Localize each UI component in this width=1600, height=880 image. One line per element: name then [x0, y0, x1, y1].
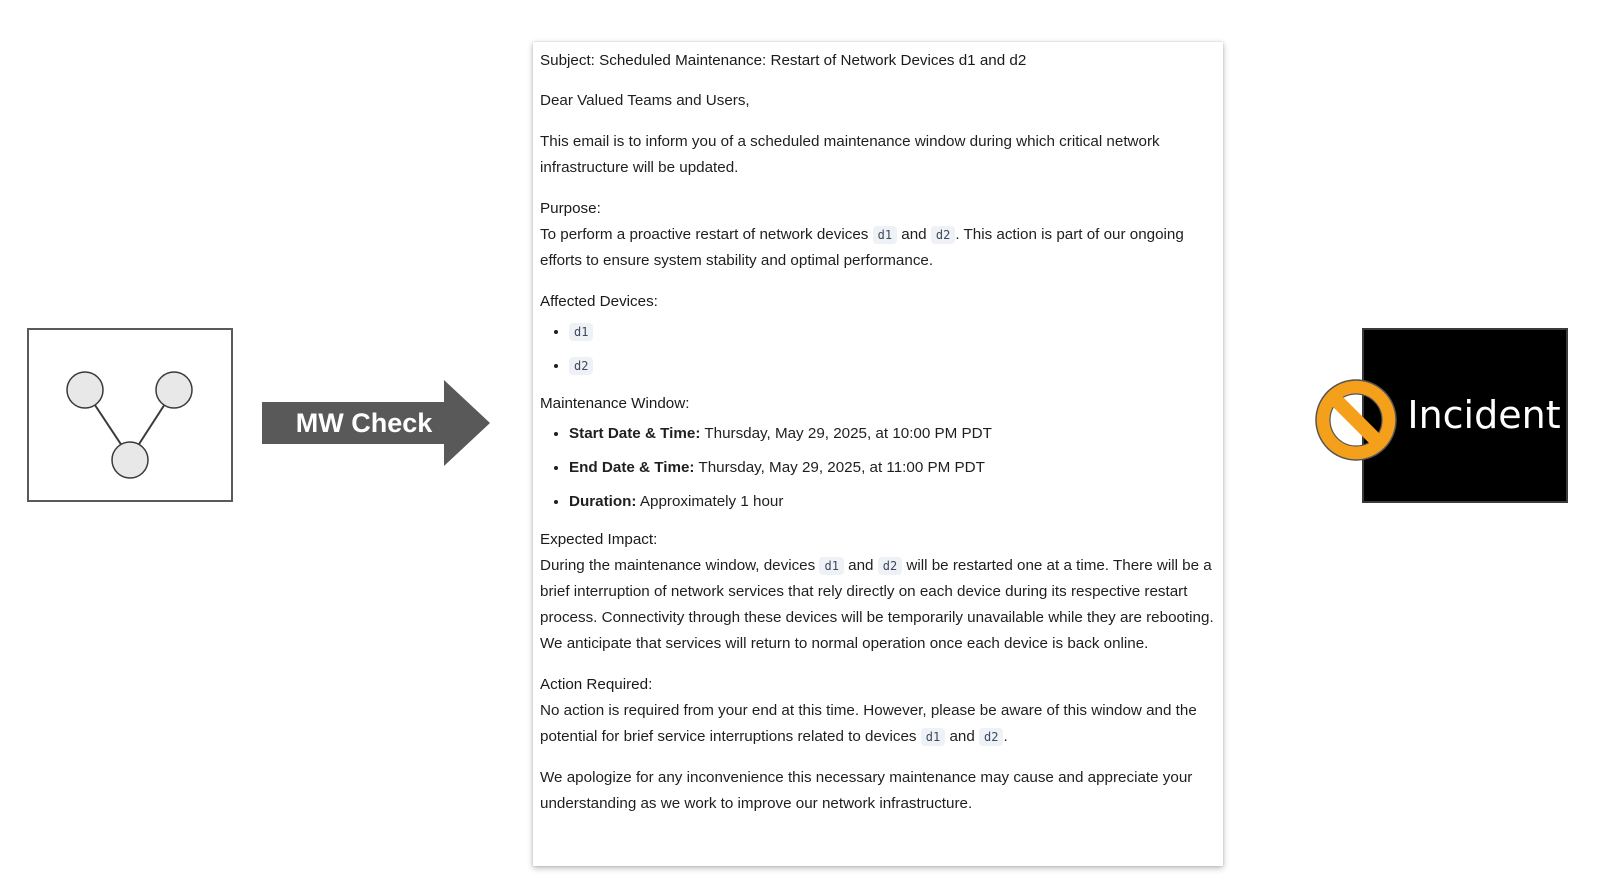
device-code: d1: [873, 226, 897, 244]
action-text-c: .: [1003, 728, 1008, 745]
affected-heading: Affected Devices:: [540, 293, 658, 310]
email-closing: We apologize for any inconvenience this necessary maintenance may cause and appreciate your understanding as we work to improve our network infrastructure.: [540, 769, 1193, 812]
window-list: [540, 421, 1217, 515]
list-item: [569, 489, 1217, 515]
device-code: d1: [921, 728, 945, 746]
impact-text-b: and: [848, 557, 874, 574]
list-item: [569, 455, 1217, 481]
email-subject: Subject: Scheduled Maintenance: Restart of Network Devices d1 and d2: [540, 52, 1027, 69]
duration-label: Duration:: [569, 493, 637, 510]
network-graph-box: [27, 328, 233, 502]
start-label: Start Date & Time:: [569, 425, 701, 442]
graph-node-bottom: [112, 442, 148, 478]
action-heading: Action Required:: [540, 676, 653, 693]
start-value: Thursday, May 29, 2025, at 10:00 PM PDT: [704, 425, 992, 442]
purpose-section: [540, 196, 1217, 274]
action-text-b: and: [949, 728, 975, 745]
action-text-a: No action is required from your end at this time. However, please be aware of this window and the potential for brief service interruptions related to devices: [540, 702, 1197, 745]
window-section: [540, 391, 1217, 515]
impact-text-c: will be restarted one at a time. There will be a brief interruption of network services that rely directly on each device during its respective restart process. Connectivity through these devices will be temporarily unavailable while they are rebooting. We anticipate that services will return to normal operation once each device is back online.: [540, 557, 1214, 652]
duration-value: Approximately 1 hour: [639, 493, 784, 510]
purpose-text-c: . This action is part of our ongoing efforts to ensure system stability and optimal performance.: [540, 226, 1184, 269]
device-code: d2: [878, 557, 902, 575]
purpose-text-b: and: [901, 226, 927, 243]
device-code: d1: [819, 557, 843, 575]
device-code: d2: [931, 226, 955, 244]
email-greeting: Dear Valued Teams and Users,: [540, 92, 750, 109]
list-item: [569, 421, 1217, 447]
graph-node-right: [156, 372, 192, 408]
list-item: [569, 353, 1217, 379]
list-item: [569, 319, 1217, 345]
graph-node-left: [67, 372, 103, 408]
affected-list: [540, 319, 1217, 379]
action-section: [540, 672, 1217, 750]
maintenance-email: [533, 42, 1223, 866]
device-code: d2: [979, 728, 1003, 746]
mw-check-label: MW Check: [295, 408, 433, 438]
impact-heading: Expected Impact:: [540, 531, 658, 548]
affected-section: [540, 289, 1217, 379]
prohibited-icon: [1314, 378, 1398, 462]
end-label: End Date & Time:: [569, 459, 695, 476]
network-graph-icon: [29, 330, 235, 504]
email-intro: This email is to inform you of a scheduled maintenance window during which critical network infrastructure will be updated.: [540, 133, 1160, 176]
window-heading: Maintenance Window:: [540, 395, 690, 412]
impact-text-a: During the maintenance window, devices: [540, 557, 816, 574]
end-value: Thursday, May 29, 2025, at 11:00 PM PDT: [698, 459, 985, 476]
mw-check-arrow: [262, 380, 492, 466]
impact-section: [540, 527, 1217, 657]
device-code: d1: [569, 323, 593, 341]
purpose-text-a: To perform a proactive restart of network devices: [540, 226, 869, 243]
device-code: d2: [569, 357, 593, 375]
purpose-heading: Purpose:: [540, 200, 601, 217]
incident-label: Incident: [1407, 393, 1561, 437]
